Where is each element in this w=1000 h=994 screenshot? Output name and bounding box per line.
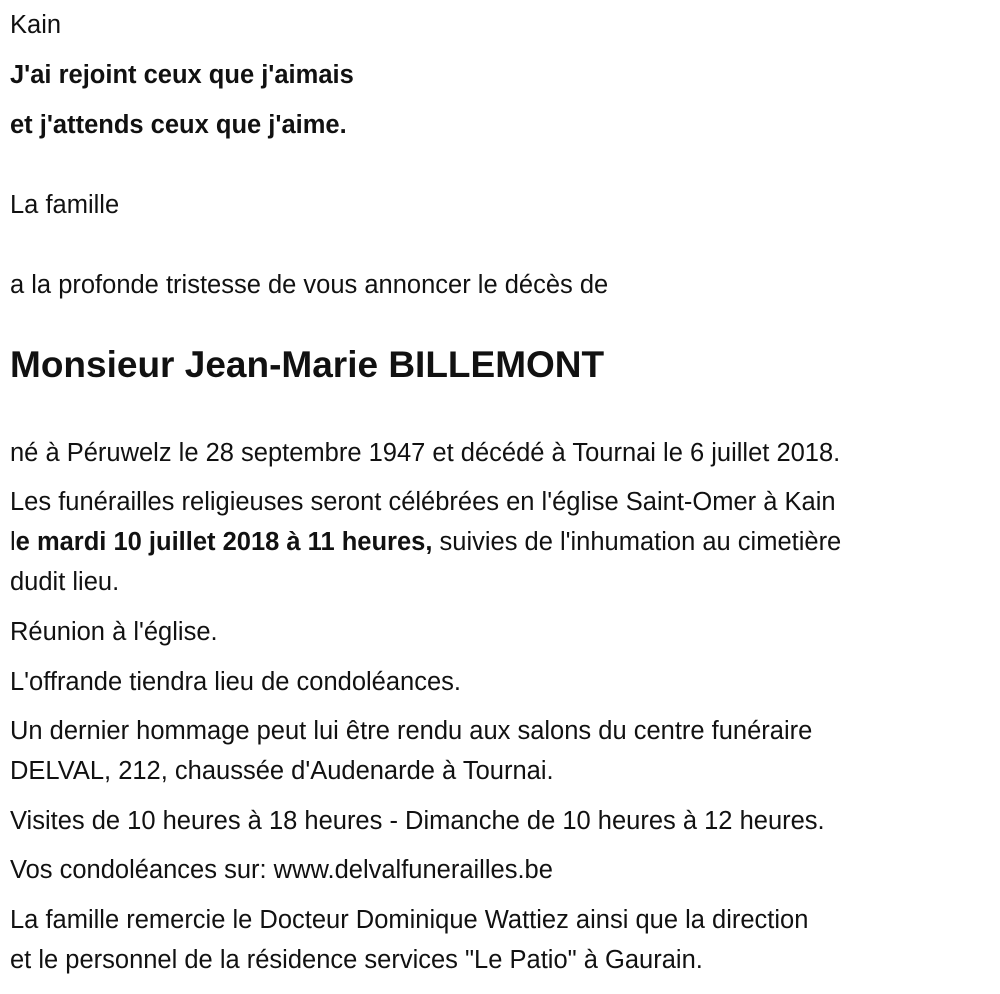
- birth-death: né à Péruwelz le 28 septembre 1947 et décédé à Tournai le 6 juillet 2018.: [10, 439, 841, 467]
- deceased-name: Monsieur Jean-Marie BILLEMONT: [10, 344, 605, 385]
- funeral-pre: l: [10, 528, 16, 556]
- condoleances: Vos condoléances sur: www.delvalfunerailles.be: [10, 856, 553, 884]
- hommage-line-2: DELVAL, 212, chaussée d'Audenarde à Tournai.: [10, 757, 554, 785]
- funeral-line-3: dudit lieu.: [10, 568, 120, 596]
- place: Kain: [10, 11, 62, 39]
- offrande: L'offrande tiendra lieu de condoléances.: [10, 668, 461, 696]
- remerciements-line-1: La famille remercie le Docteur Dominique Wattiez ainsi que la direction: [10, 906, 809, 934]
- funeral-date: e mardi 10 juillet 2018 à 11 heures,: [15, 528, 433, 556]
- remerciements-line-2: et le personnel de la résidence services "Le Patio" à Gaurain.: [10, 946, 703, 974]
- funeral-line-1: Les funérailles religieuses seront célébrées en l'église Saint-Omer à Kain: [10, 488, 836, 516]
- quote-line-2: et j'attends ceux que j'aime.: [10, 111, 347, 139]
- hommage-line-1: Un dernier hommage peut lui être rendu aux salons du centre funéraire: [10, 717, 813, 745]
- quote-line-1: J'ai rejoint ceux que j'aimais: [10, 61, 354, 89]
- reunion: Réunion à l'église.: [10, 618, 218, 646]
- family: La famille: [10, 191, 120, 219]
- funeral-line-2: [10, 527, 841, 557]
- visites: Visites de 10 heures à 18 heures - Dimanche de 10 heures à 12 heures.: [10, 807, 825, 835]
- announcement: a la profonde tristesse de vous annoncer le décès de: [10, 271, 609, 299]
- funeral-post: suivies de l'inhumation au cimetière: [432, 528, 842, 556]
